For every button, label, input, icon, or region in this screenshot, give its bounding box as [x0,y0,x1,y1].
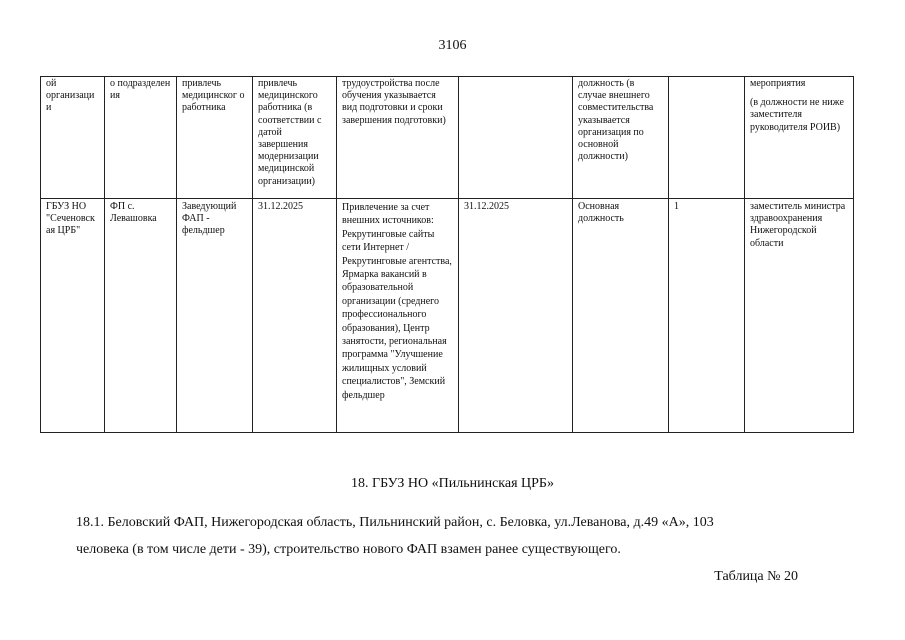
cell-text: ой организаци и [46,78,95,114]
table-cell-organization [41,199,105,433]
table-cell [41,77,105,199]
table-cell-responsible [745,199,854,433]
table-cell-subdivision [105,199,177,433]
cell-text: привлечь медицинског о работника [182,78,245,114]
cell-text: Основная должность [578,201,624,225]
table-cell-date [459,199,573,433]
cell-text: 31.12.2025 [258,201,303,212]
paragraph-line: человека (в том числе дети - 39), строительство нового ФАП взамен ранее существующего. [76,542,621,557]
cell-text: 31.12.2025 [464,201,509,212]
table-cell [253,77,337,199]
table-cell [573,77,669,199]
section-title: 18. ГБУЗ НО «Пильнинская ЦРБ» [351,476,554,491]
table-caption: Таблица № 20 [714,569,798,584]
cell-text: должность (в случае внешнего совместительства указывается организация по основной должности) [578,78,654,163]
table-cell-position [177,199,253,433]
table-cell-count [669,199,745,433]
page-number: 3106 [438,38,467,53]
table-cell [105,77,177,199]
cell-text: заместитель министра здравоохранения Нижегородской области [750,201,846,249]
table-cell [337,77,459,199]
cell-text: Привлечение за счет внешних источников: Рекрутинговые сайты сети Интернет / Рекрутинговые агентства, Ярмарка вакансий в образовательной организации (среднего профессионального образования), Центр занятости, региональная программа "Улучшение жилищных условий специалистов", Земский фельдшер [342,202,452,401]
cell-text: 1 [674,201,679,212]
table-cell-measures [337,199,459,433]
table-row-continued-header [41,77,854,199]
cell-text: мероприятия [750,78,806,89]
table-cell-employment [573,199,669,433]
cell-text: привлечь медицинского работника (в соответствии с датой завершения модернизации медицинской организации) [258,78,322,187]
cell-text: о подразделен ия [110,78,171,102]
measures-table [40,76,854,433]
cell-text: трудоустройства после обучения указывается вид подготовки и сроки завершения подготовки) [342,78,446,126]
cell-text: (в должности не ниже заместителя руководителя РОИВ) [750,97,844,133]
table-cell [459,77,573,199]
table-cell [745,77,854,199]
section-paragraph [76,509,816,563]
cell-text: ФП с. Левашовка [110,201,157,225]
cell-text: Заведующий ФАП - фельдшер [182,201,237,237]
table-cell [669,77,745,199]
table-cell [177,77,253,199]
paragraph-line: 18.1. Беловский ФАП, Нижегородская область, Пильнинский район, с. Беловка, ул.Леванова, д.49 «А», 103 [76,515,714,530]
table-row [41,199,854,433]
table-cell-date [253,199,337,433]
cell-text: ГБУЗ НО "Сеченовск ая ЦРБ" [46,201,95,237]
